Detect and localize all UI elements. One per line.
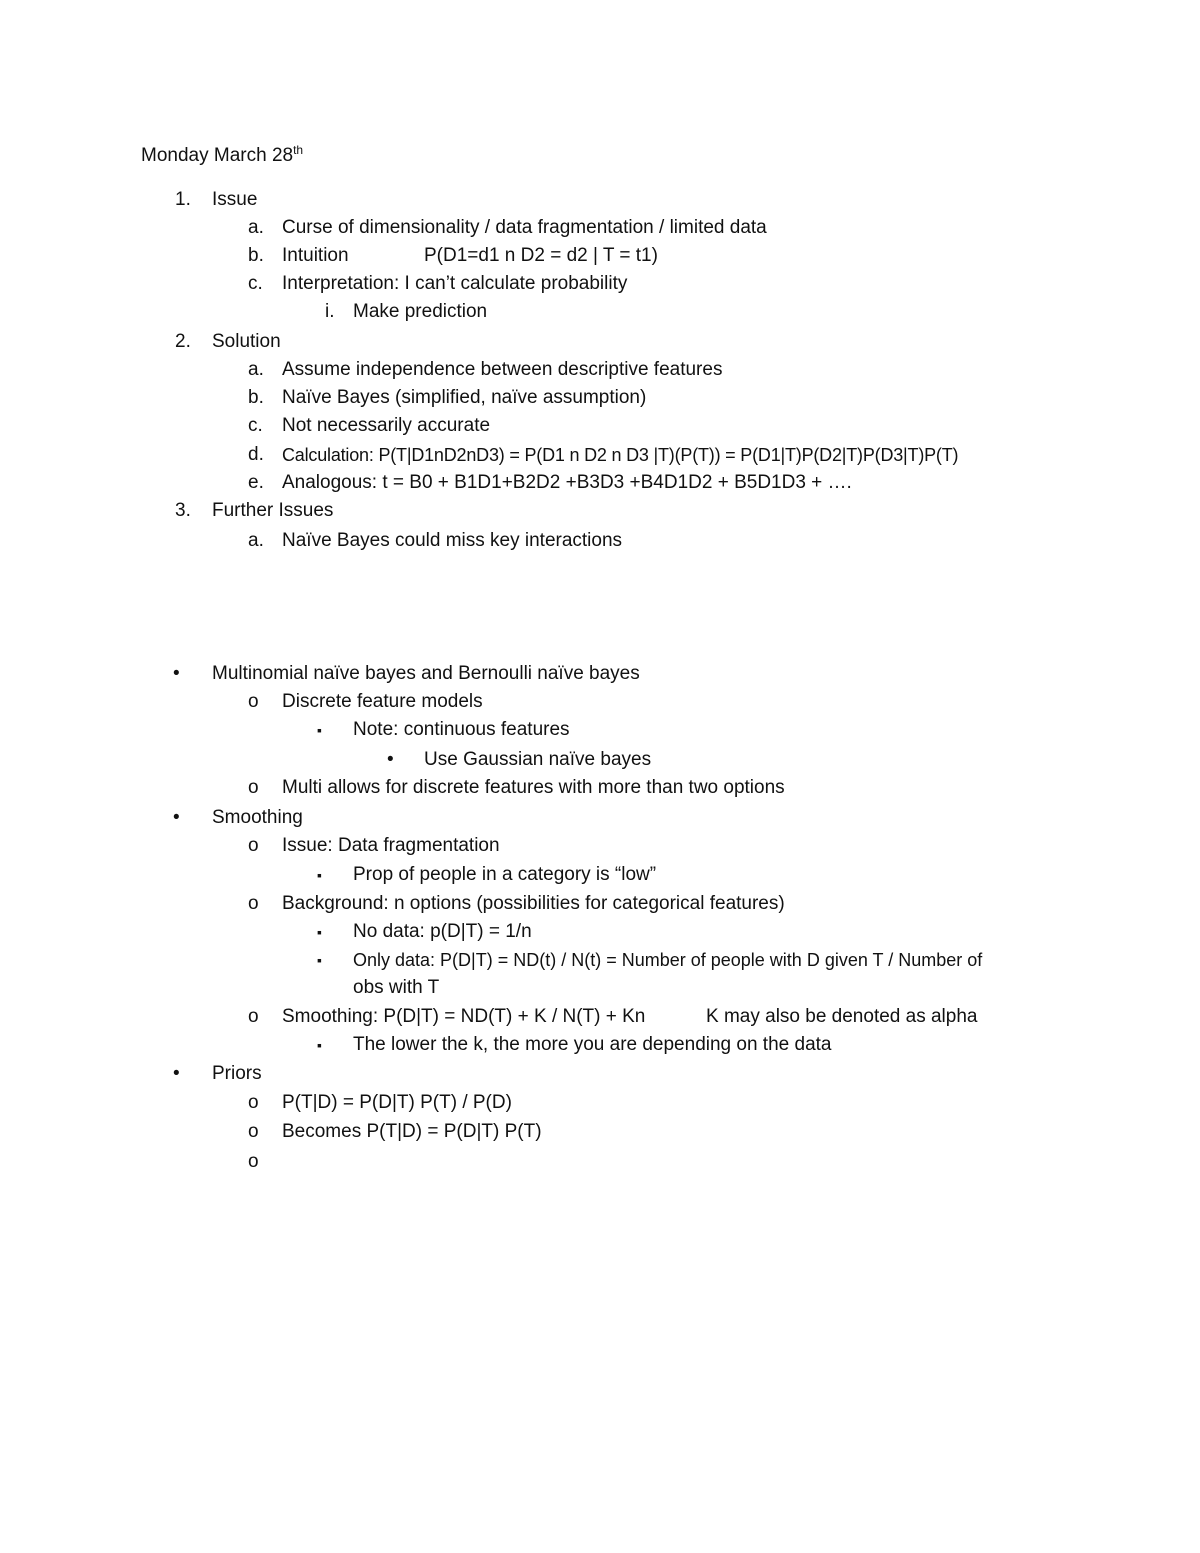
bullet-item: Multinomial naïve bayes and Bernoulli naïve bayes [212,663,640,684]
list-marker: d. [248,444,264,465]
list-item: Not necessarily accurate [282,415,491,436]
bullet-marker: o [248,1092,259,1113]
bullet-marker: ▪ [317,924,322,940]
title-superscript: th [293,143,304,157]
list-marker: i. [325,301,335,322]
list-marker: c. [248,415,263,436]
list-item: Naïve Bayes could miss key interactions [282,530,623,551]
bullet-item: Becomes P(T|D) = P(D|T) P(T) [282,1121,542,1142]
list-item: Interpretation: I can’t calculate probability [282,273,628,294]
list-item: Solution [212,331,281,352]
bullet-marker: ▪ [317,1037,322,1053]
bullet-item: P(T|D) = P(D|T) P(T) / P(D) [282,1092,512,1113]
list-marker: 1. [175,189,191,210]
list-item: Calculation: P(T|D1nD2nD3) = P(D1 n D2 n D3 |T)(P(T)) = P(D1|T)P(D2|T)P(D3|T)P(T) [282,445,959,465]
bullet-marker: • [173,663,180,684]
bullet-item-continuation: obs with T [353,977,440,998]
bullet-marker: o [248,691,259,712]
bullet-marker: • [387,749,394,770]
bullet-item: Smoothing [212,807,303,828]
list-item: Intuition [282,245,349,266]
list-item: Analogous: t = B0 + B1D1+B2D2 +B3D3 +B4D1D2 + B5D1D3 + …. [282,472,852,493]
page-title [141,144,303,168]
bullet-marker: ▪ [317,722,322,738]
list-item: Further Issues [212,500,334,521]
bullet-item: Priors [212,1063,262,1084]
bullet-marker: • [173,1063,180,1084]
bullet-marker: ▪ [317,952,322,968]
list-marker: 3. [175,500,191,521]
bullet-marker: • [173,807,180,828]
bullet-item: Issue: Data fragmentation [282,835,500,856]
bullet-marker: o [248,893,259,914]
list-marker: c. [248,273,263,294]
bullet-marker: o [248,835,259,856]
note-text: K may also be denoted as alpha [706,1006,978,1027]
bullet-item: Note: continuous features [353,719,570,740]
bullet-item: Use Gaussian naïve bayes [424,749,652,770]
list-marker: b. [248,245,264,266]
bullet-item: Smoothing: P(D|T) = ND(T) + K / N(T) + Kn [282,1006,646,1027]
bullet-item: No data: p(D|T) = 1/n [353,921,532,942]
list-item: Issue [212,189,258,210]
list-marker: a. [248,530,264,551]
bullet-marker: ▪ [317,867,322,883]
list-item: Curse of dimensionality / data fragmentation / limited data [282,217,767,238]
bullet-item: The lower the k, the more you are depending on the data [353,1034,832,1055]
list-item: Make prediction [353,301,488,322]
bullet-marker: o [248,1121,259,1142]
bullet-item: Prop of people in a category is “low” [353,864,657,885]
list-marker: 2. [175,331,191,352]
list-marker: a. [248,217,264,238]
title-text: Monday March 28 [141,145,294,166]
list-marker: b. [248,387,264,408]
bullet-marker: o [248,1151,259,1172]
bullet-marker: o [248,1006,259,1027]
list-marker: a. [248,359,264,380]
bullet-item: Discrete feature models [282,691,483,712]
bullet-marker: o [248,777,259,798]
bullet-item: Background: n options (possibilities for categorical features) [282,893,785,914]
bullet-item: Only data: P(D|T) = ND(t) / N(t) = Number of people with D given T / Number of [353,950,983,970]
list-marker: e. [248,472,264,493]
formula-text: P(D1=d1 n D2 = d2 | T = t1) [424,245,658,266]
bullet-item: Multi allows for discrete features with more than two options [282,777,785,798]
list-item: Naïve Bayes (simplified, naïve assumption) [282,387,647,408]
list-item: Assume independence between descriptive features [282,359,723,380]
